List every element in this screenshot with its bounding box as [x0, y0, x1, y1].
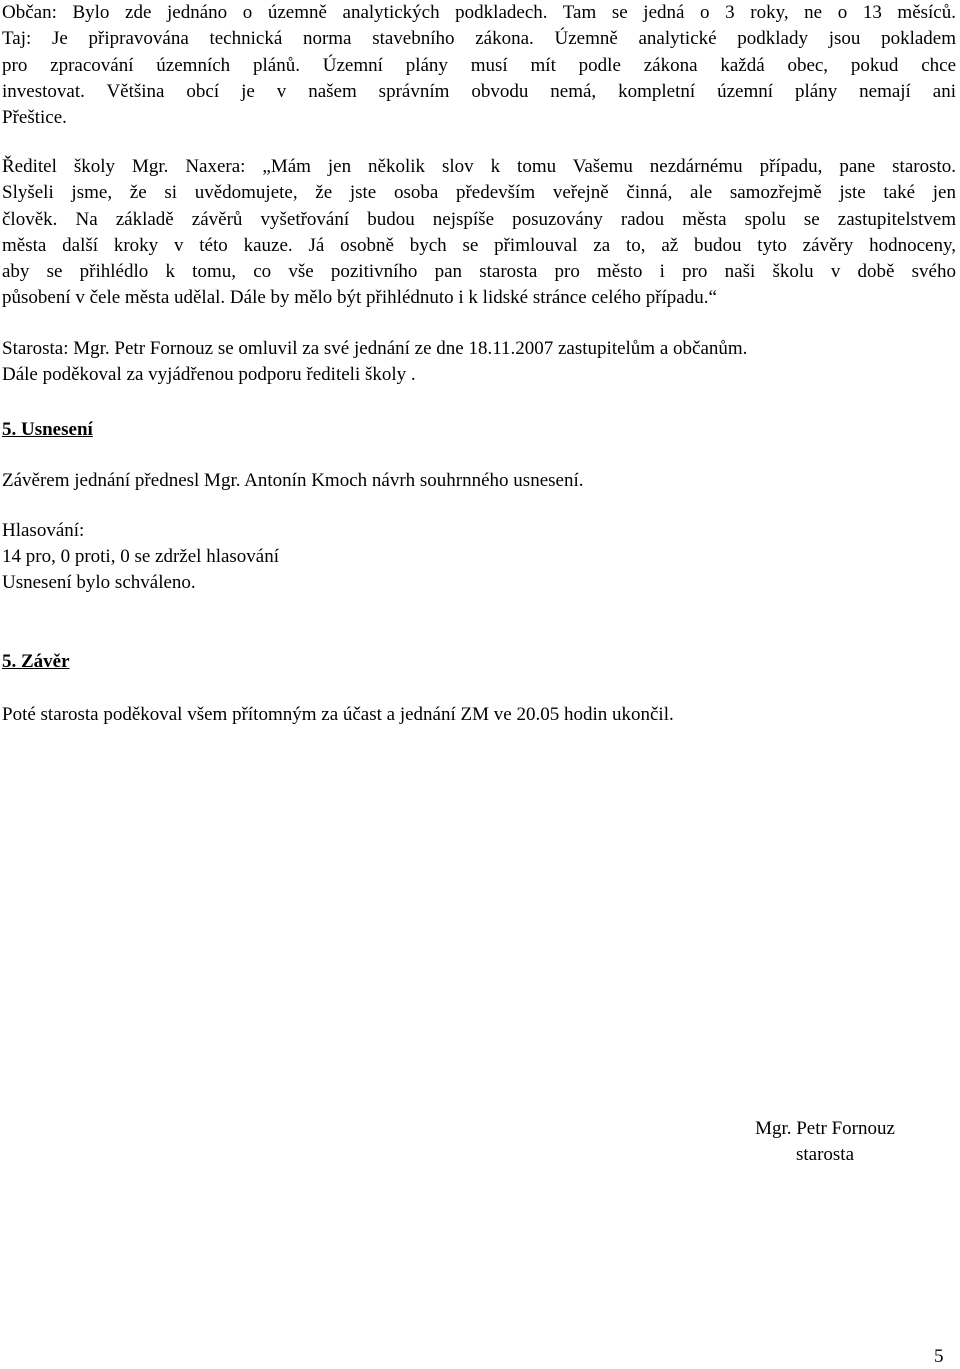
- text-line: Starosta: Mgr. Petr Fornouz se omluvil za své jednání ze dne 18.11.2007 zastupitelům a občanům.: [2, 338, 748, 359]
- page-number: 5: [934, 1346, 944, 1367]
- text-line: Ředitel školy Mgr. Naxera: „Mám jen několik slov k tomu Vašemu nezdárnému případu, pane starosto.: [2, 156, 956, 177]
- text-line: aby se přihlédlo k tomu, co vše pozitivního pan starosta pro město i pro naši školu v době svého: [2, 261, 956, 283]
- text-line: města další kroky v této kauze. Já osobně bych se přimlouval za to, až budou tyto závěry hodnoceny,: [2, 234, 956, 256]
- text-line: pro zpracování územních plánů. Územní plány musí mít podle zákona každá obec, pokud chce: [2, 54, 956, 76]
- signature-title: starosta: [795, 1144, 855, 1165]
- text-line: Dále poděkoval za vyjádřenou podporu řediteli školy .: [2, 364, 416, 386]
- signature-block: [720, 1116, 930, 1168]
- voting-result: 14 pro, 0 proti, 0 se zdržel hlasování: [2, 546, 280, 567]
- heading-resolution: 5. Usnesení: [2, 419, 93, 440]
- text-line: člověk. Na základě závěrů vyšetřování budou nejspíše posuzovány radou města spolu se zastupitelstvem: [2, 208, 956, 230]
- paragraph-citizen-discussion: [2, 0, 956, 131]
- voting-outcome: Usnesení bylo schváleno.: [2, 572, 196, 593]
- signature-name: Mgr. Petr Fornouz: [755, 1118, 895, 1139]
- paragraph-mayor-apology: [2, 336, 956, 389]
- text-line: Přeštice.: [2, 107, 67, 129]
- voting-label: Hlasování:: [2, 520, 85, 541]
- heading-conclusion: 5. Závěr: [2, 651, 70, 672]
- text-line: Slyšeli jsme, že si uvědomujete, že jste osoba především veřejně činná, ale samozřejmě jste také jen: [2, 182, 956, 204]
- text-line: Taj: Je připravována technická norma stavebního zákona. Územně analytické podklady jsou pokladem: [2, 28, 956, 50]
- conclusion-text: Poté starosta poděkoval všem přítomným za účast a jednání ZM ve 20.05 hodin ukončil.: [2, 704, 674, 725]
- text-line: Občan: Bylo zde jednáno o územně analytických podkladech. Tam se jedná o 3 roky, ne o 13 měsíců.: [2, 2, 956, 23]
- text-line: působení v čele města udělal. Dále by mělo být přihlédnuto i k lidské stránce celého případu.“: [2, 287, 717, 309]
- paragraph-principal-statement: [2, 154, 956, 312]
- text-line: investovat. Většina obcí je v našem správním obvodu nemá, kompletní územní plány nemají ani: [2, 80, 956, 102]
- resolution-text: Závěrem jednání přednesl Mgr. Antonín Kmoch návrh souhrnného usnesení.: [2, 470, 584, 491]
